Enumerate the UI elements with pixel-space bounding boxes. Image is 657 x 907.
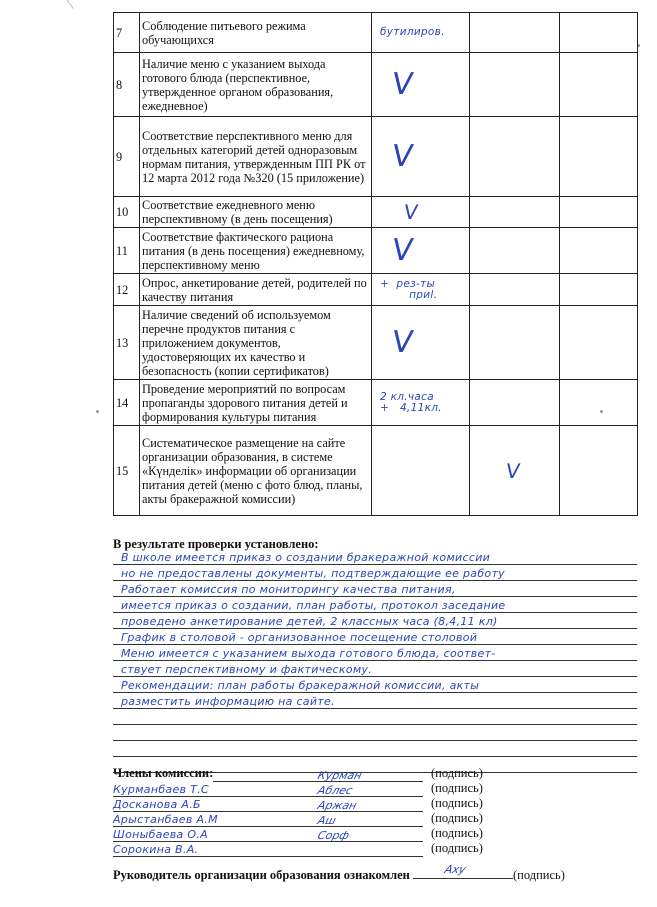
criterion-text: Соблюдение питьевого режима обучающихся	[140, 13, 372, 53]
member-name: Шоныбаева О.А	[113, 828, 208, 841]
empty-cell	[470, 228, 560, 274]
mark-cell	[372, 426, 470, 516]
table-row	[114, 197, 638, 228]
member-row	[113, 842, 533, 857]
empty-cell	[470, 13, 560, 53]
scan-artifact	[27, 0, 73, 32]
result-line	[113, 581, 637, 597]
head-label: Руководитель организации образования ознакомлен	[113, 868, 410, 882]
result-line	[113, 725, 637, 741]
result-line	[113, 741, 637, 757]
handwritten-text: Рекомендации: план работы бракеражной комиссии, акты	[121, 679, 480, 692]
member-signature: Аржан	[316, 799, 359, 812]
member-name: Сорокина В.А.	[113, 843, 199, 856]
result-line	[113, 597, 637, 613]
row-number: 9	[114, 117, 140, 197]
podpis-label: (подпись)	[431, 811, 483, 825]
empty-cell	[470, 117, 560, 197]
member-name: Курманбаев Т.С	[113, 783, 209, 796]
podpis-label: (подпись)	[431, 781, 483, 795]
table-row	[114, 13, 638, 53]
mark-cell	[372, 306, 470, 380]
empty-cell	[560, 53, 638, 117]
handwritten-text: В школе имеется приказ о создании бракеражной комиссии	[121, 551, 491, 564]
member-row	[113, 812, 533, 827]
podpis-label: (подпись)	[431, 766, 483, 780]
row-number: 8	[114, 53, 140, 117]
checkmark-icon: V	[389, 232, 416, 268]
empty-cell	[560, 306, 638, 380]
mark-cell	[372, 380, 470, 426]
empty-cell	[560, 228, 638, 274]
row-number: 11	[114, 228, 140, 274]
results-section	[113, 549, 637, 773]
result-line	[113, 661, 637, 677]
handwritten-text: ствует перспективному и фактическому.	[121, 663, 373, 676]
empty-cell	[470, 53, 560, 117]
criterion-text: Наличие меню с указанием выхода готового блюда (перспективное, утвержденное органом образования, ежедневное)	[140, 53, 372, 117]
results-title: В результате проверки установлено:	[113, 537, 319, 551]
head-signature-line	[413, 863, 513, 879]
member-name-line	[113, 827, 423, 842]
checkmark-icon: V	[389, 324, 416, 360]
row-number: 15	[114, 426, 140, 516]
member-row	[113, 767, 533, 782]
table-row	[114, 53, 638, 117]
empty-cell	[470, 306, 560, 380]
handwritten-note: + рез-ты приl.	[380, 277, 438, 301]
empty-cell	[560, 380, 638, 426]
empty-cell	[560, 426, 638, 516]
criterion-text: Проведение мероприятий по вопросам пропаганды здорового питания детей и формирования культуры питания	[140, 380, 372, 426]
member-name: Арыстанбаев А.М	[113, 813, 218, 826]
mark-cell	[372, 117, 470, 197]
empty-cell	[470, 380, 560, 426]
criterion-text: Соответствие фактического рациона питания (в день посещения) ежедневному, перспективному меню	[140, 228, 372, 274]
result-line	[113, 565, 637, 581]
head-signature: Аху	[443, 863, 468, 876]
table-row	[114, 274, 638, 306]
result-line	[113, 693, 637, 709]
criterion-text: Соответствие перспективного меню для отдельных категорий детей одноразовым нормам питания, утвержденным ПП РК от 12 марта 2012 года №320 (15 приложение)	[140, 117, 372, 197]
mark-cell	[372, 274, 470, 306]
table-row	[114, 117, 638, 197]
empty-cell	[470, 274, 560, 306]
table-row	[114, 426, 638, 516]
empty-cell	[560, 197, 638, 228]
handwritten-text: Меню имеется с указанием выхода готового блюда, соответ-	[121, 647, 496, 660]
podpis-label: (подпись)	[431, 826, 483, 840]
criterion-text: Систематическое размещение на сайте организации образования, в системе «Күнделік» информации об организации питания детей (меню с фото блюд, планы, акты бракеражной комиссии)	[140, 426, 372, 516]
empty-cell	[470, 426, 560, 516]
member-row	[113, 797, 533, 812]
member-name-line	[113, 797, 423, 812]
table-row	[114, 380, 638, 426]
handwritten-note: 2 кл.часа + 4,11кл.	[380, 390, 442, 414]
criterion-text: Соответствие ежедневного меню перспективному (в день посещения)	[140, 197, 372, 228]
checklist-table	[113, 12, 638, 516]
handwritten-text: имеется приказ о создании, план работы, протокол заседание	[121, 599, 506, 612]
handwritten-text: Работает комиссия по мониторингу качества питания,	[121, 583, 456, 596]
criterion-text: Наличие сведений об используемом перечне продуктов питания с приложением документов, удостоверяющих их качество и безопасность (копии сертификатов)	[140, 306, 372, 380]
member-signature: Курман	[316, 769, 364, 782]
result-line	[113, 677, 637, 693]
mark-cell	[372, 13, 470, 53]
checkmark-icon: V	[389, 138, 416, 174]
table-row	[114, 306, 638, 380]
empty-cell	[560, 13, 638, 53]
member-row	[113, 782, 533, 797]
row-number: 13	[114, 306, 140, 380]
member-row	[113, 827, 533, 842]
member-name-line	[113, 812, 423, 827]
member-name: Досканова А.Б	[113, 798, 201, 811]
member-signature: Аблес	[316, 784, 354, 797]
head-acknowledgement	[113, 863, 633, 883]
handwritten-note: бутилиров.	[380, 26, 445, 38]
handwritten-text: но не предоставлены документы, подтверждающие ее работу	[121, 567, 505, 580]
checkmark-icon: V	[402, 200, 420, 224]
podpis-label: (подпись)	[431, 796, 483, 810]
row-number: 7	[114, 13, 140, 53]
handwritten-text: График в столовой - организованное посещение столовой	[121, 631, 478, 644]
members-section	[113, 767, 533, 857]
result-line	[113, 549, 637, 565]
table-row	[114, 228, 638, 274]
result-line	[113, 709, 637, 725]
row-number: 10	[114, 197, 140, 228]
result-line	[113, 613, 637, 629]
mark-cell	[372, 197, 470, 228]
members-label: Члены комиссии:	[113, 766, 214, 780]
member-name-line	[113, 842, 423, 857]
row-number: 12	[114, 274, 140, 306]
member-signature: Сорф	[316, 829, 351, 842]
result-line	[113, 645, 637, 661]
member-name-line	[113, 782, 423, 797]
scan-dot	[96, 410, 99, 413]
criterion-text: Опрос, анкетирование детей, родителей по качеству питания	[140, 274, 372, 306]
mark-cell	[372, 53, 470, 117]
empty-cell	[560, 117, 638, 197]
empty-cell	[470, 197, 560, 228]
head-podpis: (подпись)	[512, 868, 565, 882]
handwritten-text: проведено анкетирование детей, 2 классных часа (8,4,11 кл)	[121, 615, 498, 628]
handwritten-text: разместить информацию на сайте.	[121, 695, 335, 708]
mark-cell	[372, 228, 470, 274]
empty-cell	[560, 274, 638, 306]
result-line	[113, 629, 637, 645]
row-number: 14	[114, 380, 140, 426]
podpis-label: (подпись)	[431, 841, 483, 855]
checkmark-icon: V	[389, 66, 416, 102]
member-signature: Аш	[316, 814, 338, 827]
checkmark-icon: V	[504, 458, 522, 483]
